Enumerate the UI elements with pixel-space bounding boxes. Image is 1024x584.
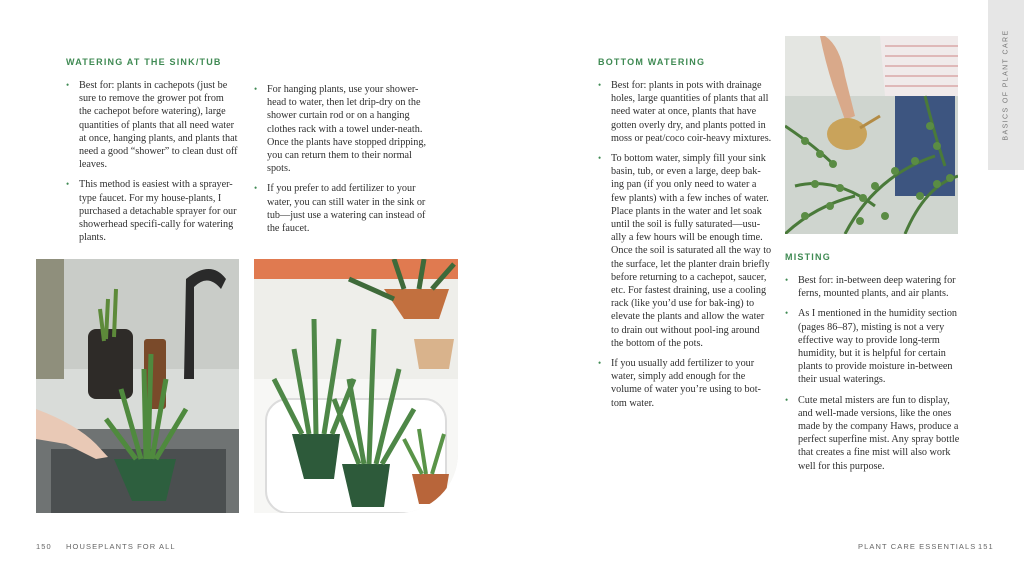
list-item: • Best for: plants in cachepots (just be sure to remove the grower pot from the cachepot before watering), large quantities of plants that all need water at once, hanging plants, and plants that need a good “shower” to clean dust off leaves. xyxy=(66,79,238,171)
list-item: • If you prefer to add fertilizer to your water, you can still water in the sink or tub—just use a watering can instead of the faucet. xyxy=(254,182,428,235)
page-number-left: 150 xyxy=(36,542,52,551)
page-number-right: 151 xyxy=(978,542,994,551)
list-item: • Best for: in-between deep watering for ferns, mounted plants, and air plants. xyxy=(785,274,960,300)
list-item: • For hanging plants, use your shower-head to water, then let drip-dry on the shower curtain rod or on a hanging clothes rack with a towel under-neath. Once the plants have stopped dripping, you can return them to their normal spots. xyxy=(254,83,428,175)
list-item: • Cute metal misters are fun to display, and well-made versions, like the ones made by the company Haws, produce a perfect superfine mist. Any spray bottle that creates a fine mist will also work well for this purpose. xyxy=(785,394,960,473)
sink-tub-column-2 xyxy=(254,83,428,242)
list-item: • This method is easiest with a sprayer-type faucet. For my house-plants, I purchased a detachable sprayer for our showerhead specifi-cally for watering plants. xyxy=(66,178,238,244)
chapter-side-tab xyxy=(988,0,1024,170)
chapter-side-tab-label: BASICS OF PLANT CARE xyxy=(1002,29,1010,141)
list-item: • Best for: plants in pots with drainage holes, large quantities of plants that all need water at once, plants that have gotten overly dry, and plants potted in moss or peat/coco coir-heavy mixtures. xyxy=(598,79,773,145)
list-item: • To bottom water, simply fill your sink basin, tub, or even a large, deep bak-ing pan (if you only need to water a few plants) with a few inches of water. Place plants in the water and let soak until the soil is fully saturated—usu-ally a few hours will be enough time. Once the soil is saturated all the way to the surface, let the planter drain briefly before returning to a cachepot, saucer, etc. For fastest draining, use a cooling rack (like you’d use for bak-ing) to elevate the plants and allow the water to drain out without pool-ing around the bottom of the pots. xyxy=(598,152,773,350)
section-heading-misting: MISTING xyxy=(785,252,831,262)
running-title-right: PLANT CARE ESSENTIALS xyxy=(858,542,977,551)
list-item: • If you usually add fertilizer to your water, simply add enough for the volume of water you’re using to bot-tom water. xyxy=(598,357,773,410)
section-heading-bottom-watering: BOTTOM WATERING xyxy=(598,57,706,67)
running-title-left: HOUSEPLANTS FOR ALL xyxy=(66,542,176,551)
sink-tub-column-1 xyxy=(66,79,238,251)
photo-brass-mister xyxy=(785,36,958,234)
misting-list xyxy=(785,274,960,480)
photo-snake-plants-in-tub xyxy=(254,259,458,513)
list-item: • As I mentioned in the humidity section (pages 86–87), misting is not a very effective way to provide long-term humidity, but it is helpful for certain plants to provide moisture in-between their usual waterings. xyxy=(785,307,960,386)
section-heading-sink-tub: WATERING AT THE SINK/TUB xyxy=(66,57,222,67)
bottom-watering-list xyxy=(598,79,773,417)
photo-plant-at-sink xyxy=(36,259,239,513)
